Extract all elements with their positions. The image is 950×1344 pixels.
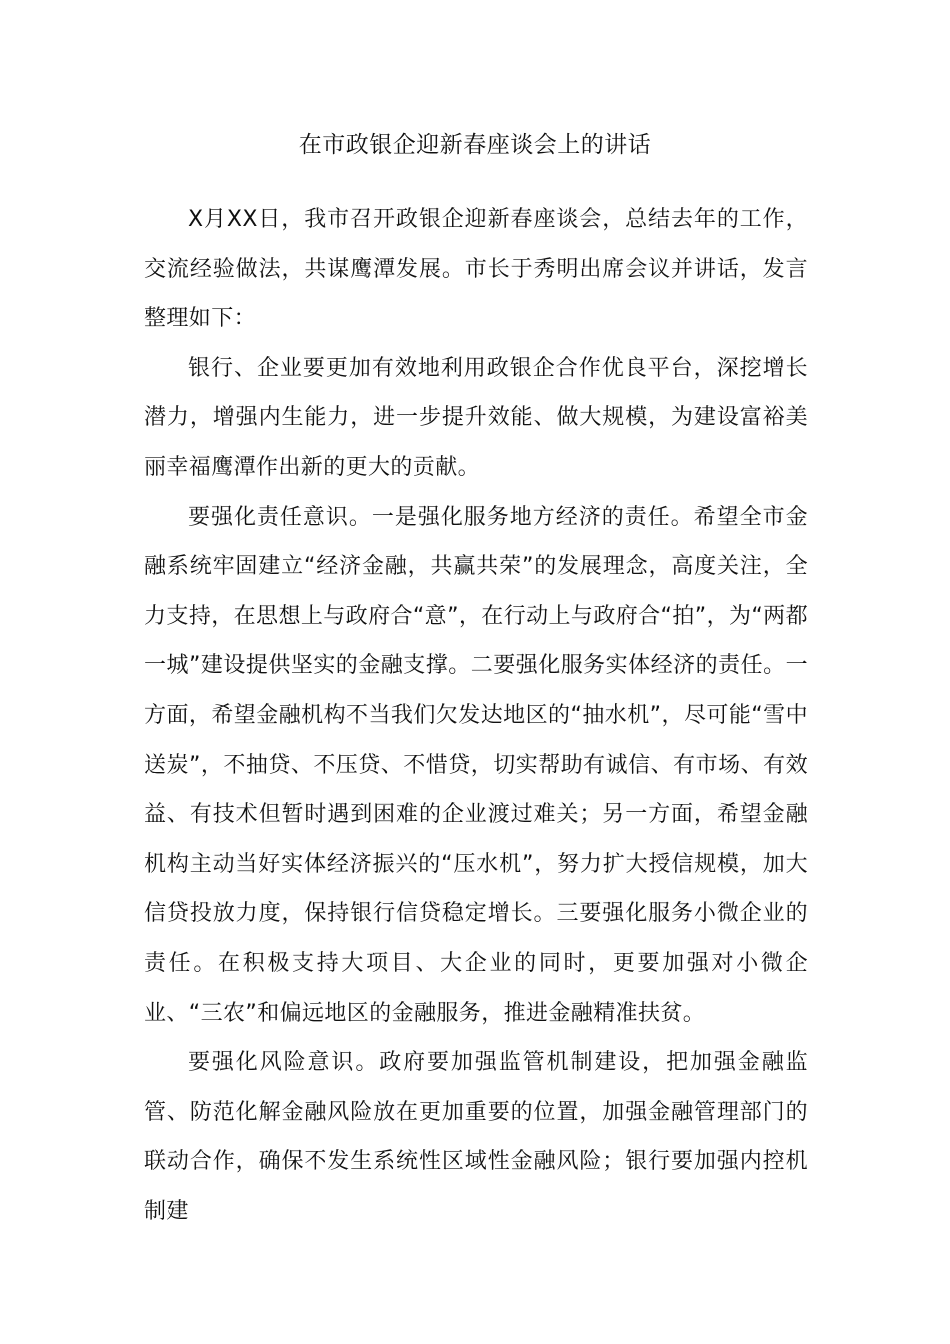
paragraph-responsibility: 要强化责任意识。一是强化服务地方经济的责任。希望全市金融系统牢固建立“经济金融，共赢共荣”的发展理念，高度关注，全力支持，在思想上与政府合“意”，在行动上与政府合“拍”，为“两都一城”建设提供坚实的金融支撑。二要强化服务实体经济的责任。一方面，希望金融机构不当我们欠发达地区的“抽水机”，尽可能“雪中送炭”，不抽贷、不压贷、不惜贷，切实帮助有诚信、有市场、有效益、有技术但暂时遇到困难的企业渡过难关；另一方面，希望金融机构主动当好实体经济振兴的“压水机”，努力扩大授信规模，加大信贷投放力度，保持银行信贷稳定增长。三要强化服务小微企业的责任。在积极支持大项目、大企业的同时，更要加强对小微企业、“三农”和偏远地区的金融服务，推进金融精准扶贫。 (144, 504, 808, 1026)
document-body (144, 195, 808, 1236)
paragraph-platform: 银行、企业要更加有效地利用政银企合作优良平台，深挖增长潜力，增强内生能力，进一步提升效能、做大规模，为建设富裕美丽幸福鹰潭作出新的更大的贡献。 (144, 355, 808, 480)
paragraph-meeting-intro: X月XX日，我市召开政银企迎新春座谈会，总结去年的工作，交流经验做法，共谋鹰潭发展。市长于秀明出席会议并讲话，发言整理如下： (144, 207, 808, 332)
document-title: 在市政银企迎新春座谈会上的讲话 (298, 132, 652, 158)
paragraph-risk: 要强化风险意识。政府要加强监管机制建设，把加强金融监管、防范化解金融风险放在更加重要的位置，加强金融管理部门的联动合作，确保不发生系统性区域性金融风险；银行要加强内控机制建 (144, 1050, 808, 1224)
